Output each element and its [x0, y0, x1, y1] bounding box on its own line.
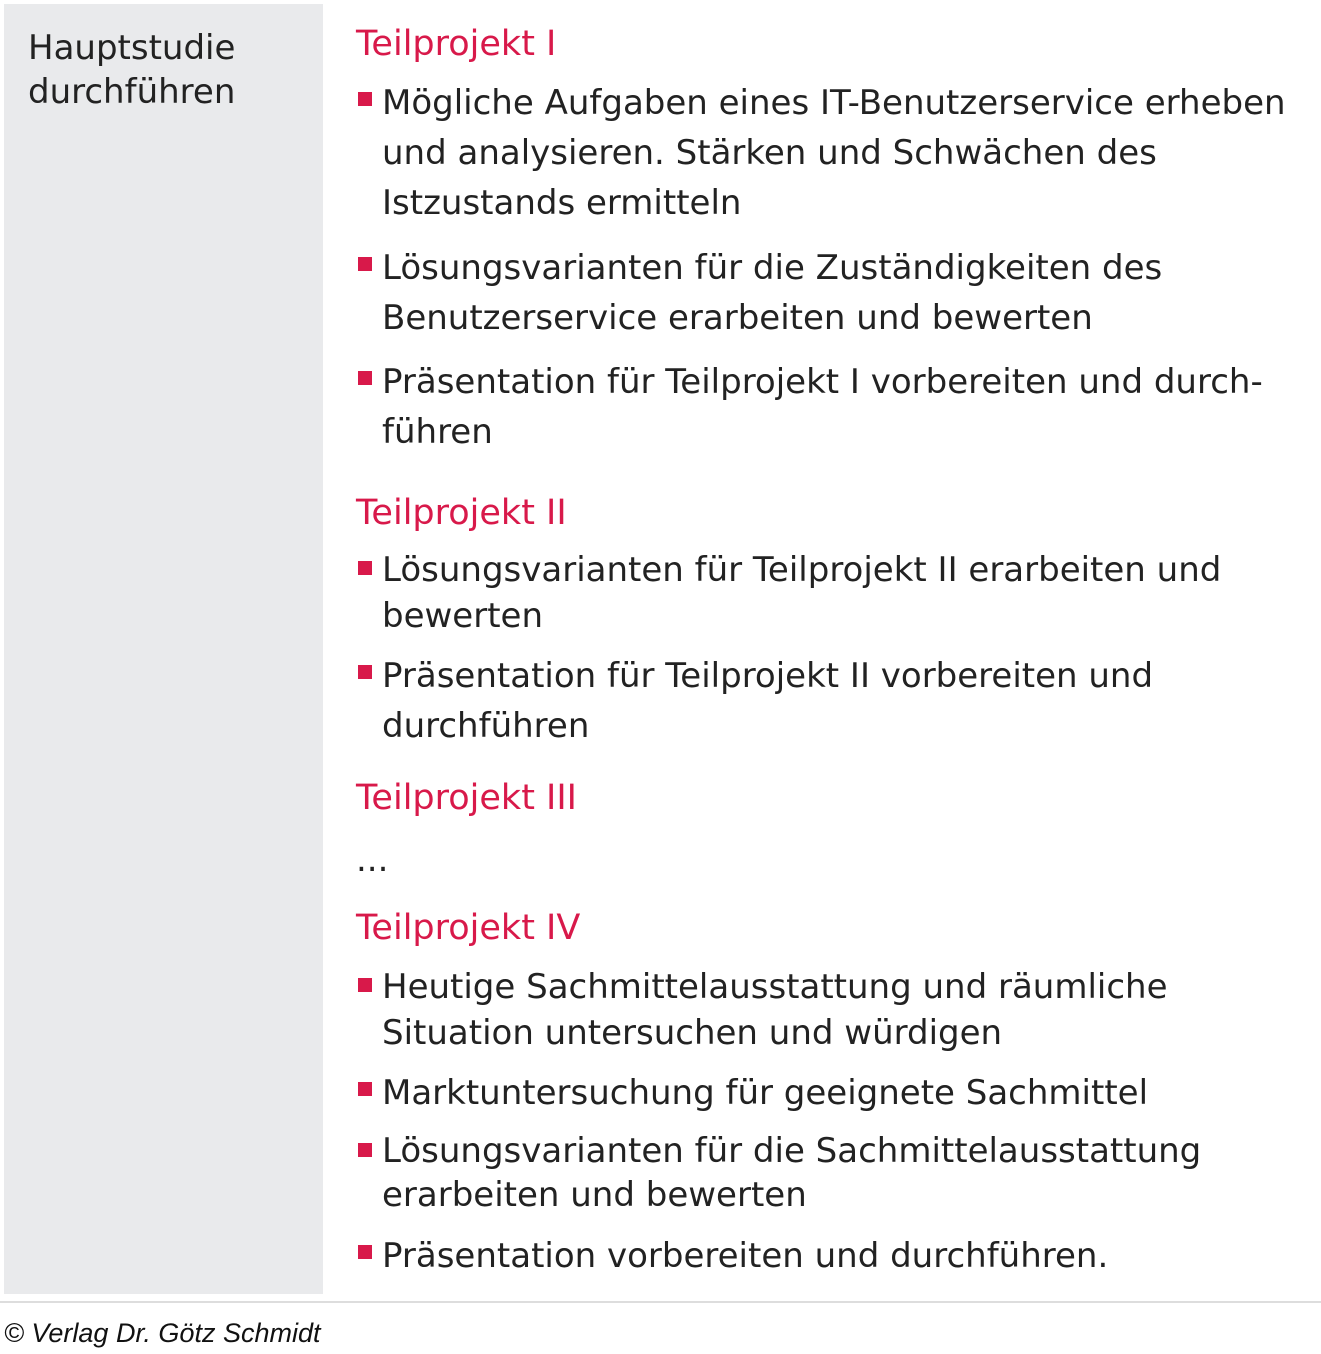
list-item-text: Heutige Sachmittelausstattung und räumliche Situation untersuchen und würdigen — [382, 967, 1168, 1053]
bullet-square-icon — [358, 665, 372, 679]
bullet-square-icon — [358, 92, 372, 106]
list-item-text: Marktuntersuchung für geeignete Sachmittel — [382, 1073, 1149, 1113]
bullet-square-icon — [358, 1082, 372, 1096]
list-item-text: Mögliche Aufgaben eines IT-Benutzerservice erheben und analysieren. Stärken und Schwächen des Istzustands ermitteln — [382, 83, 1286, 223]
section-title: Teilprojekt IV — [356, 908, 581, 948]
section-title: Teilprojekt II — [356, 493, 567, 533]
list-item-text: Präsentation für Teilprojekt II vorbereiten und durchführen — [382, 656, 1154, 746]
bullet-square-icon — [358, 561, 372, 575]
list-item-text: Lösungsvarianten für die Zuständigkeiten des Benutzerservice erarbeiten und bewerten — [382, 248, 1163, 338]
list-item-text: Präsentation für Teilprojekt I vorbereiten und durch-führen — [382, 362, 1263, 452]
bullet-square-icon — [358, 978, 372, 992]
footer-divider — [0, 1301, 1321, 1303]
copyright-notice: © Verlag Dr. Götz Schmidt — [4, 1318, 321, 1348]
bullet-square-icon — [358, 371, 372, 385]
section-title: Teilprojekt I — [356, 24, 557, 64]
list-item-text: Präsentation vorbereiten und durchführen. — [382, 1236, 1109, 1276]
ellipsis-text: ... — [356, 840, 389, 880]
phase-column — [4, 4, 323, 1294]
bullet-square-icon — [358, 1245, 372, 1259]
bullet-square-icon — [358, 1143, 372, 1157]
list-item-text: Lösungsvarianten für die Sachmittelausstattung erarbeiten und bewerten — [382, 1131, 1202, 1215]
phase-label: Hauptstudie durchführen — [28, 28, 236, 112]
section-title: Teilprojekt III — [356, 778, 578, 818]
list-item-text: Lösungsvarianten für Teilprojekt II erarbeiten und bewerten — [382, 550, 1222, 636]
bullet-square-icon — [358, 257, 372, 271]
